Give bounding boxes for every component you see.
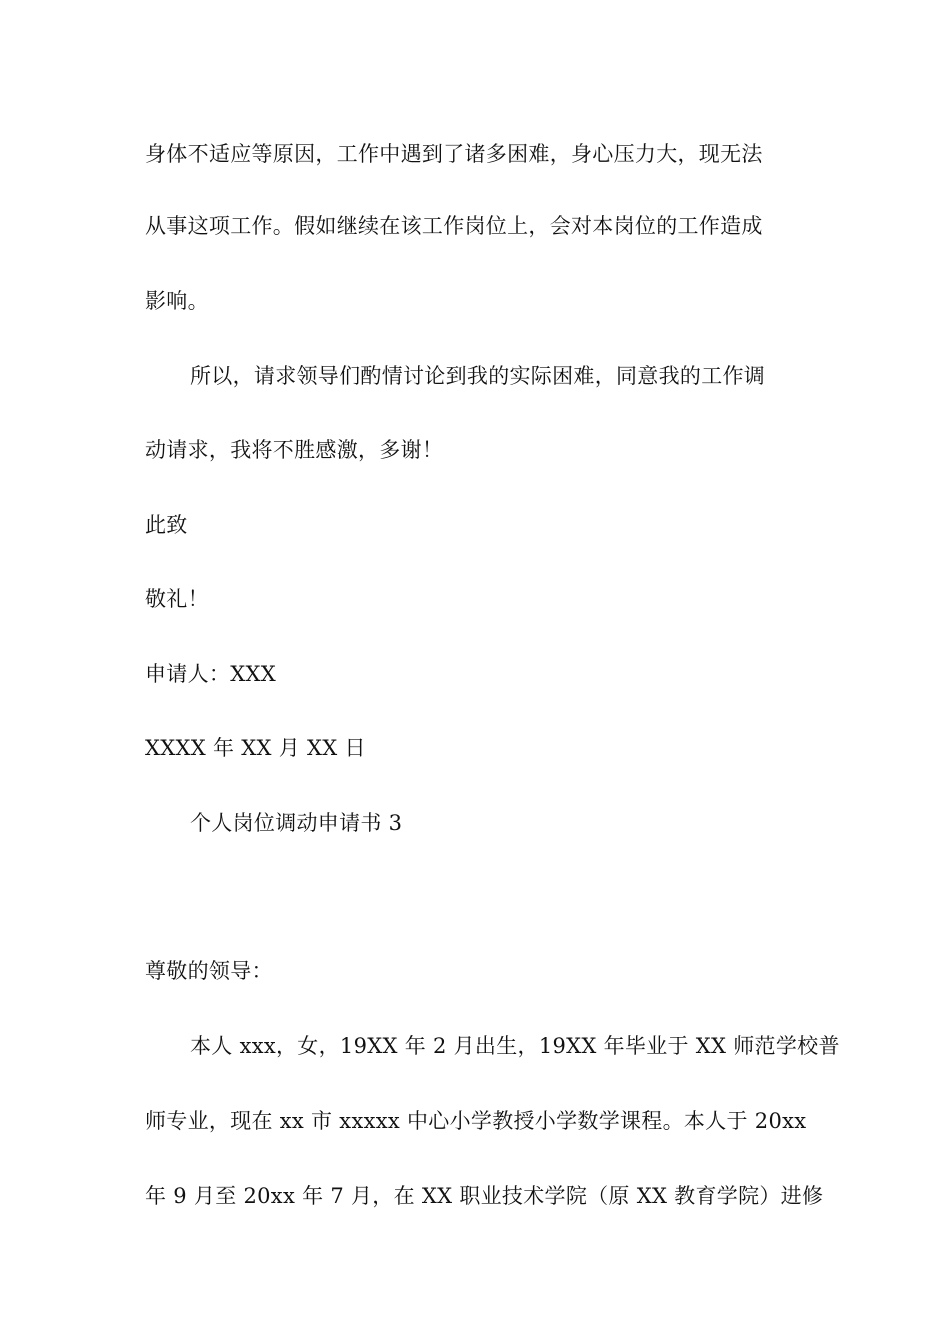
- paragraph-line: 所以，请求领导们酌情讨论到我的实际困难，同意我的工作调: [190, 364, 766, 388]
- paragraph-line: 影响。: [145, 289, 209, 313]
- section-title: 个人岗位调动申请书 3: [190, 811, 403, 835]
- paragraph-line: 从事这项工作。假如继续在该工作岗位上，会对本岗位的工作造成: [145, 214, 763, 238]
- closing-line: 此致: [145, 513, 188, 537]
- greeting-line: 尊敬的领导：: [145, 959, 273, 983]
- paragraph-line: 身体不适应等原因，工作中遇到了诸多困难，身心压力大，现无法: [145, 142, 763, 166]
- date-line: XXXX 年 XX 月 XX 日: [145, 736, 366, 760]
- paragraph-line: 本人 xxx，女，19XX 年 2 月出生，19XX 年毕业于 XX 师范学校普: [190, 1034, 840, 1058]
- paragraph-line: 师专业，现在 xx 市 xxxxx 中心小学教授小学数学课程。本人于 20xx: [145, 1109, 807, 1133]
- paragraph-line: 动请求，我将不胜感激，多谢！: [145, 438, 444, 462]
- applicant-signature: 申请人：XXX: [145, 662, 276, 686]
- paragraph-line: 年 9 月至 20xx 年 7 月，在 XX 职业技术学院（原 XX 教育学院）进修: [145, 1184, 824, 1208]
- closing-salutation: 敬礼！: [145, 587, 209, 611]
